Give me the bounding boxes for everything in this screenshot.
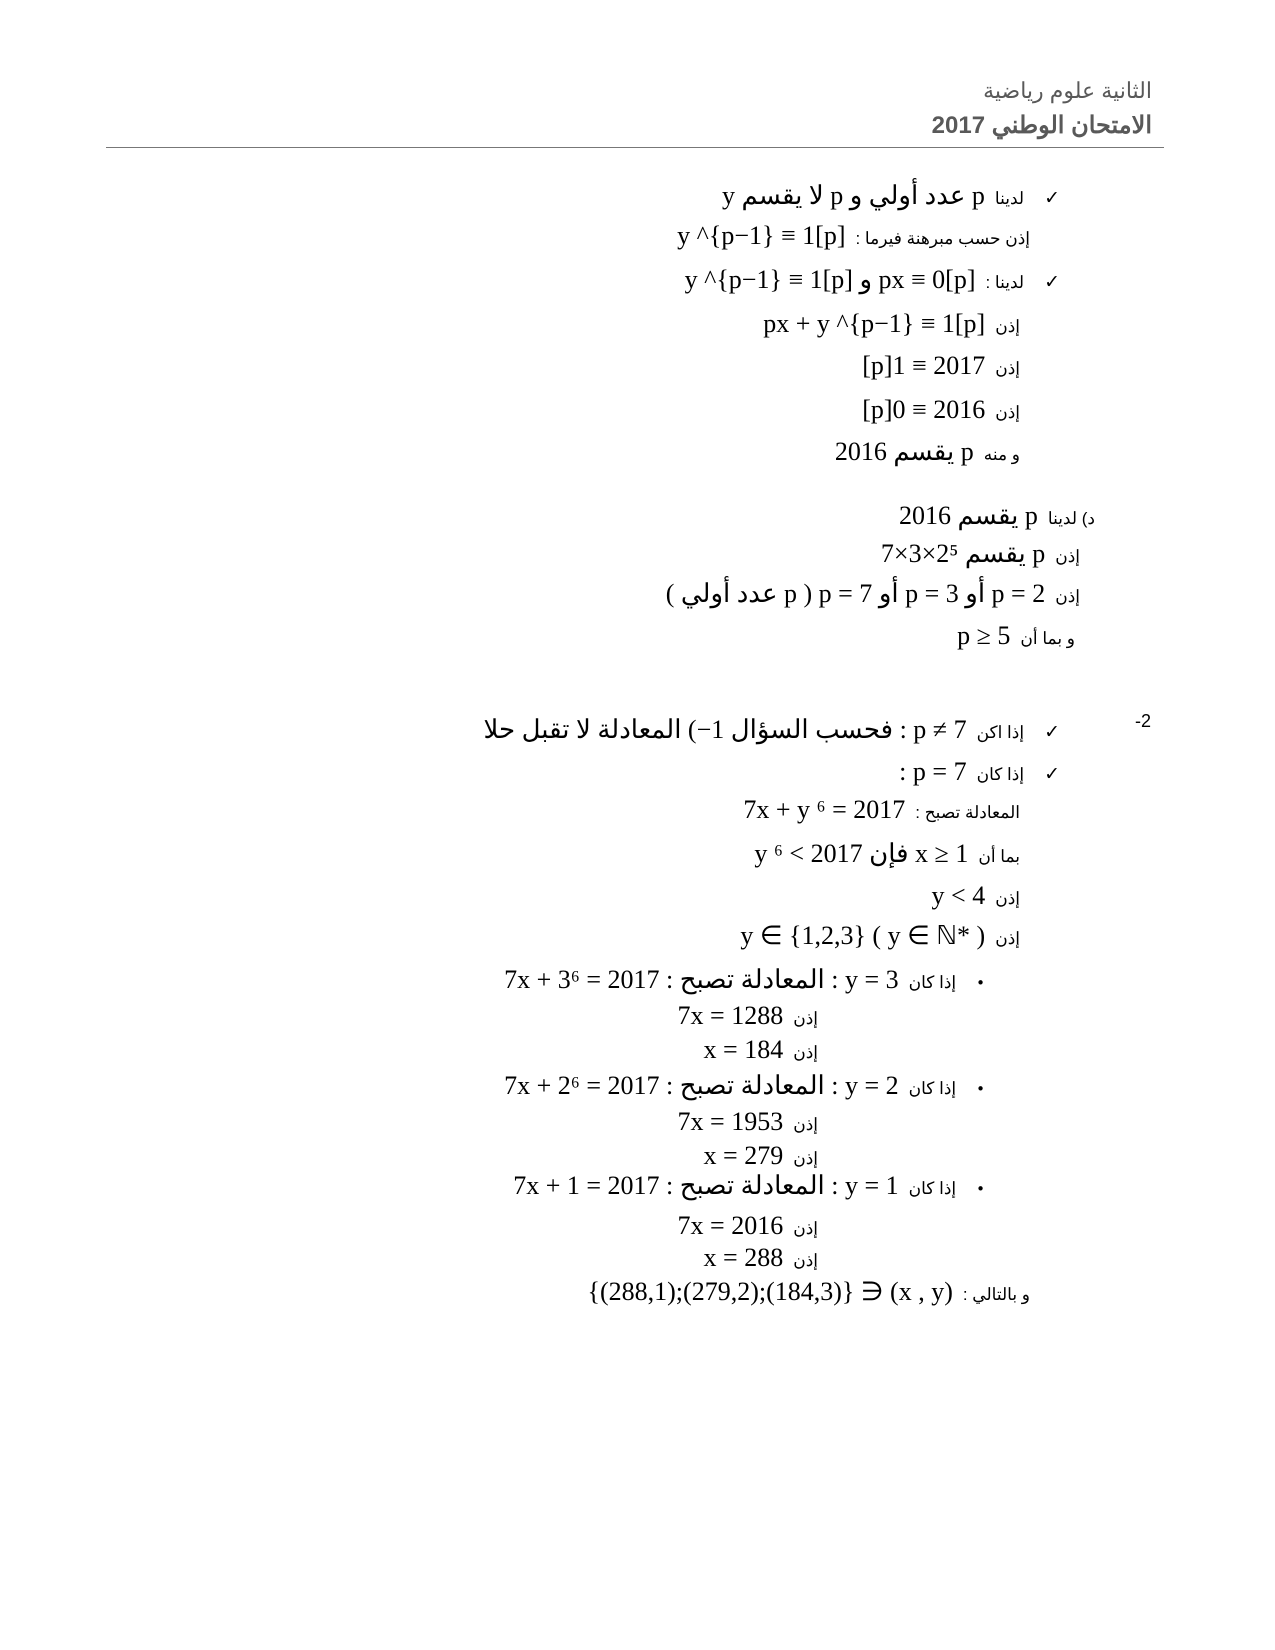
solution-line — [763, 308, 1020, 343]
solution-line — [678, 1106, 818, 1141]
line-math: px ≡ 0[p] و y ^{p−1} ≡ 1[p] — [684, 265, 976, 294]
solution-line — [504, 1070, 985, 1105]
solution-line — [704, 1242, 818, 1277]
checkmark-icon: ✓ — [1044, 187, 1060, 209]
line-text: المعادلة تصبح : — [915, 803, 1020, 822]
solution-line — [835, 436, 1020, 471]
line-text: و بالتالي : — [962, 1285, 1030, 1304]
solution-line — [678, 1000, 818, 1035]
solution-line — [862, 350, 1020, 385]
line-math: y = 2 : المعادلة تصبح : 7x + 2⁶ = 2017 — [504, 1071, 899, 1100]
line-math: 2017 ≡ 1[p] — [862, 351, 986, 380]
line-math: px + y ^{p−1} ≡ 1[p] — [763, 309, 986, 338]
line-text: إذن — [793, 1043, 818, 1062]
bullet-icon: • — [976, 1080, 985, 1098]
line-text: إذن — [793, 1251, 818, 1270]
solution-line — [932, 880, 1020, 915]
line-math: p ≥ 5 — [957, 621, 1011, 650]
line-text: إذن حسب مبرهنة فيرما : — [855, 229, 1030, 248]
checkmark-icon: ✓ — [1044, 271, 1060, 293]
line-text: بما أن — [978, 847, 1020, 866]
line-math: p عدد أولي و p لا يقسم y — [722, 181, 985, 210]
line-math: x ≥ 1 فإن y ⁶ < 2017 — [754, 839, 969, 868]
header-exam-title: الامتحان الوطني 2017 — [931, 112, 1152, 139]
line-text: إذن — [1055, 547, 1080, 566]
line-math: 7x = 1953 — [677, 1107, 784, 1136]
solution-line — [704, 1034, 818, 1069]
line-text: لدينا — [994, 189, 1025, 208]
solution-line — [484, 714, 1061, 749]
solution-line — [754, 838, 1020, 873]
line-text: إذا اكن — [976, 723, 1025, 742]
line-math: x = 279 — [703, 1141, 784, 1170]
line-math: y < 4 — [931, 881, 986, 910]
line-text: إذن — [995, 889, 1020, 908]
solution-line — [881, 538, 1080, 573]
line-text: إذن — [793, 1149, 818, 1168]
line-math: 7x = 1288 — [677, 1001, 784, 1030]
line-text: إذن — [995, 929, 1020, 948]
line-text: إذن — [793, 1009, 818, 1028]
line-math: 2016 ≡ 0[p] — [862, 395, 986, 424]
header-divider — [106, 147, 1164, 148]
solution-line — [957, 620, 1075, 655]
solution-line — [899, 756, 1060, 791]
line-math: y ∈ {1,2,3} ( y ∈ ℕ* ) — [740, 921, 986, 950]
line-text: د) لدينا — [1047, 509, 1095, 528]
line-math: x = 288 — [703, 1243, 784, 1272]
line-math: p = 7 : — [899, 757, 967, 786]
line-math: 7x = 2016 — [677, 1211, 784, 1240]
solution-line — [685, 264, 1060, 299]
line-math: p يقسم 2016 — [834, 437, 974, 466]
solution-line — [504, 964, 985, 999]
line-math: 7x + y ⁶ = 2017 — [743, 795, 906, 824]
line-text: إذا كان — [908, 1079, 957, 1098]
line-text: إذا كان — [908, 973, 957, 992]
line-text: إذا كان — [976, 765, 1025, 784]
solution-line — [862, 394, 1020, 429]
solution-line — [722, 180, 1060, 215]
line-text: لدينا : — [985, 273, 1025, 292]
solution-line — [678, 1210, 818, 1245]
line-math: p يقسم 2016 — [899, 501, 1038, 530]
line-math: y = 1 : المعادلة تصبح : 7x + 1 = 2017 — [513, 1171, 899, 1200]
line-text: إذن — [793, 1115, 818, 1134]
solution-line — [666, 578, 1080, 613]
line-text: و منه — [983, 445, 1020, 464]
line-math: (x , y) ∈ {(184,3);(279,2);(288,1)} — [587, 1277, 953, 1306]
checkmark-icon: ✓ — [1044, 721, 1060, 743]
solution-line — [677, 220, 1030, 255]
solution-line — [740, 920, 1020, 955]
line-math: p يقسم 2⁵×3×7 — [880, 539, 1046, 568]
line-math: y = 3 : المعادلة تصبح : 7x + 3⁶ = 2017 — [504, 965, 899, 994]
line-text: إذن — [995, 317, 1020, 336]
section-number: -2 — [1134, 711, 1151, 731]
line-text: إذا كان — [908, 1179, 957, 1198]
checkmark-icon: ✓ — [1044, 763, 1060, 785]
solution-line — [743, 794, 1020, 829]
line-math: p ≠ 7 : فحسب السؤال 1−) المعادلة لا تقبل حلا — [483, 715, 967, 744]
line-text: إذن — [995, 403, 1020, 422]
solution-line — [899, 500, 1095, 535]
line-text: إذن — [793, 1219, 818, 1238]
line-math: p = 2 أو p = 3 أو p = 7 ( p عدد أولي ) — [665, 579, 1046, 608]
line-text: إذن — [995, 359, 1020, 378]
solution-line — [588, 1276, 1031, 1311]
bullet-icon: • — [976, 974, 985, 992]
line-math: y ^{p−1} ≡ 1[p] — [677, 221, 846, 250]
header-subject: الثانية علوم رياضية — [983, 78, 1152, 103]
line-math: x = 184 — [703, 1035, 784, 1064]
line-text: إذن — [1055, 587, 1080, 606]
bullet-icon: • — [976, 1180, 985, 1198]
line-text: و بما أن — [1020, 629, 1075, 648]
solution-line — [513, 1170, 985, 1205]
